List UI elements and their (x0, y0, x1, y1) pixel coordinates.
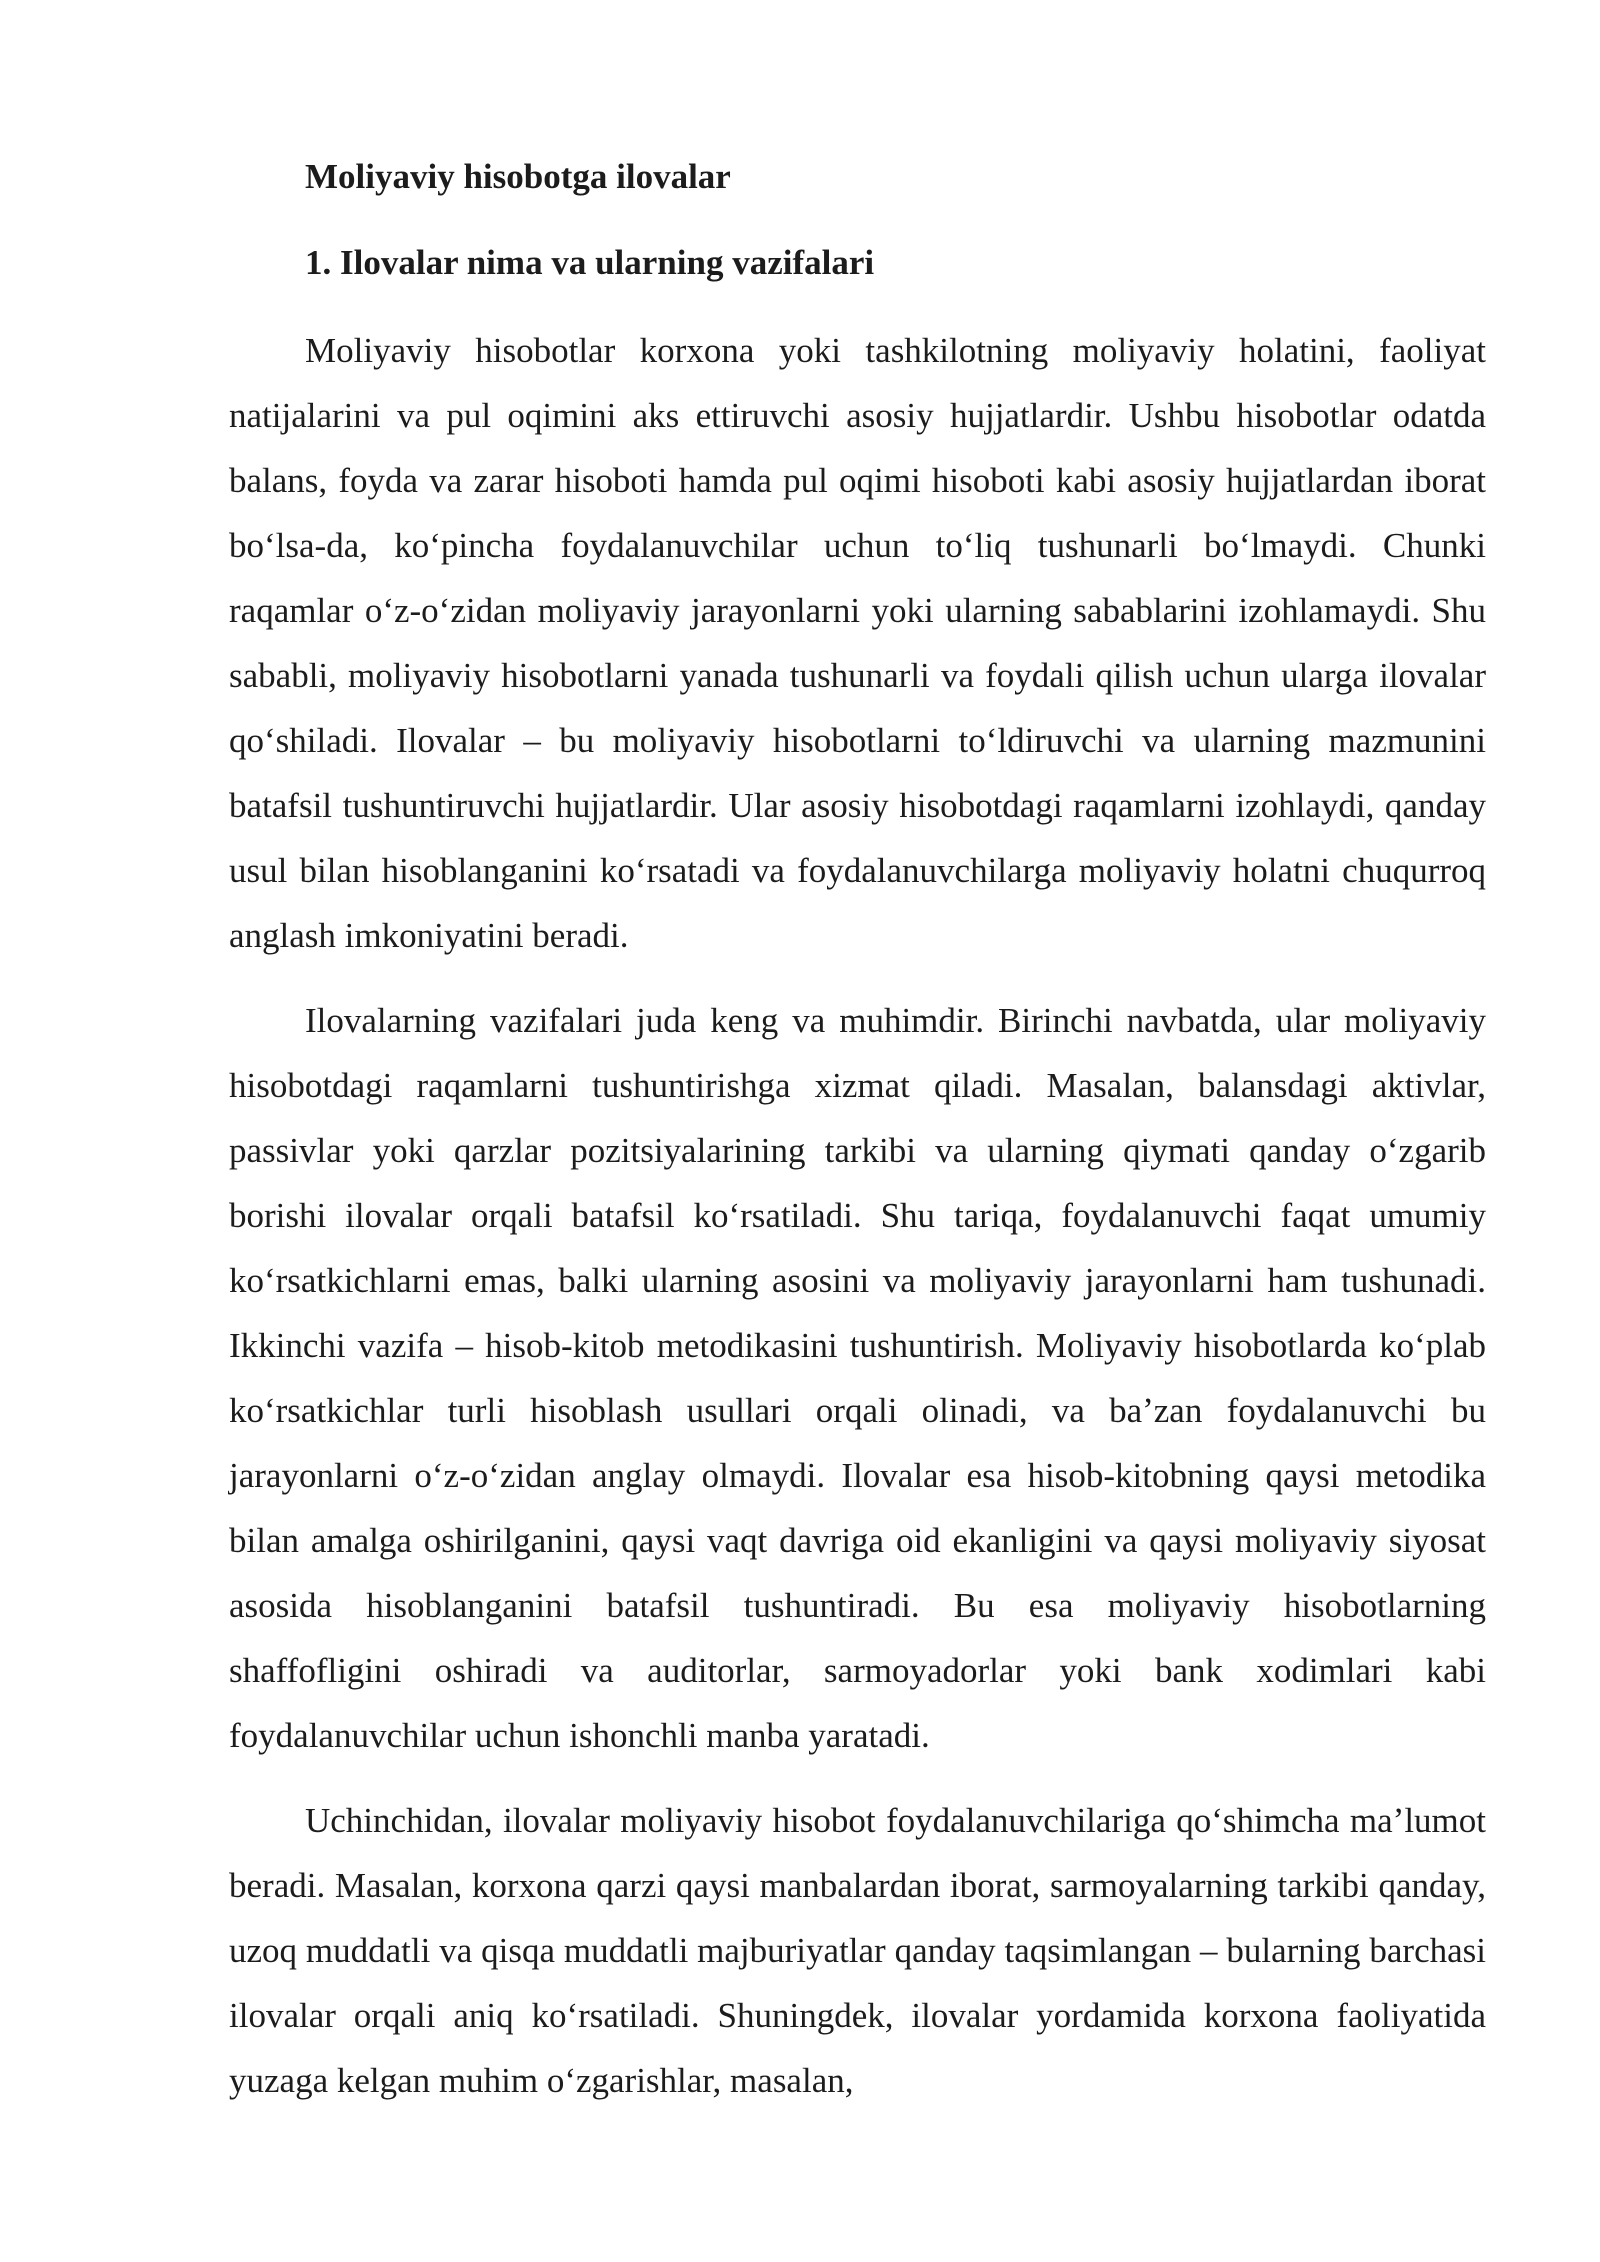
paragraph-additional-info: Uchinchidan, ilovalar moliyaviy hisobot foydalanuvchilariga qoʻshimcha maʼlumot beradi. Masalan, korxona qarzi qaysi manbalardan iborat, sarmoyalarning tarkibi qanday, uzoq muddatli va qisqa muddatli majburiyatlar qanday taqsimlangan – bularning barchasi ilovalar orqali aniq koʻrsatiladi. Shuningdek, ilovalar yordamida korxona faoliyatida yuzaga kelgan muhim oʻzgarishlar, masalan, (229, 1801, 1486, 2100)
section-heading: 1. Ilovalar nima va ularning vazifalari (305, 243, 875, 282)
document-title: Moliyaviy hisobotga ilovalar (305, 157, 731, 196)
paragraph-functions: Ilovalarning vazifalari juda keng va muhimdir. Birinchi navbatda, ular moliyaviy hisobotdagi raqamlarni tushuntirishga xizmat qiladi. Masalan, balansdagi aktivlar, passivlar yoki qarzlar pozitsiyalarining tarkibi va ularning qiymati qanday oʻzgarib borishi ilovalar orqali batafsil koʻrsatiladi. Shu tariqa, foydalanuvchi faqat umumiy koʻrsatkichlarni emas, balki ularning asosini va moliyaviy jarayonlarni ham tushunadi. Ikkinchi vazifa – hisob-kitob metodikasini tushuntirish. Moliyaviy hisobotlarda koʻplab koʻrsatkichlar turli hisoblash usullari orqali olinadi, va baʼzan foydalanuvchi bu jarayonlarni oʻz-oʻzidan anglay olmaydi. Ilovalar esa hisob-kitobning qaysi metodika bilan amalga oshirilganini, qaysi vaqt davriga oid ekanligini va qaysi moliyaviy siyosat asosida hisoblanganini batafsil tushuntiradi. Bu esa moliyaviy hisobotlarning shaffofligini oshiradi va auditorlar, sarmoyadorlar yoki bank xodimlari kabi foydalanuvchilar uchun ishonchli manba yaratadi. (229, 1001, 1486, 1755)
paragraph-definition: Moliyaviy hisobotlar korxona yoki tashkilotning moliyaviy holatini, faoliyat natijalarini va pul oqimini aks ettiruvchi asosiy hujjatlardir. Ushbu hisobotlar odatda balans, foyda va zarar hisoboti hamda pul oqimi hisoboti kabi asosiy hujjatlardan iborat boʻlsa-da, koʻpincha foydalanuvchilar uchun toʻliq tushunarli boʻlmaydi. Chunki raqamlar oʻz-oʻzidan moliyaviy jarayonlarni yoki ularning sabablarini izohlamaydi. Shu sababli, moliyaviy hisobotlarni yanada tushunarli va foydali qilish uchun ularga ilovalar qoʻshiladi. Ilovalar – bu moliyaviy hisobotlarni toʻldiruvchi va ularning mazmunini batafsil tushuntiruvchi hujjatlardir. Ular asosiy hisobotdagi raqamlarni izohlaydi, qanday usul bilan hisoblanganini koʻrsatadi va foydalanuvchilarga moliyaviy holatni chuqurroq anglash imkoniyatini beradi. (229, 331, 1486, 955)
